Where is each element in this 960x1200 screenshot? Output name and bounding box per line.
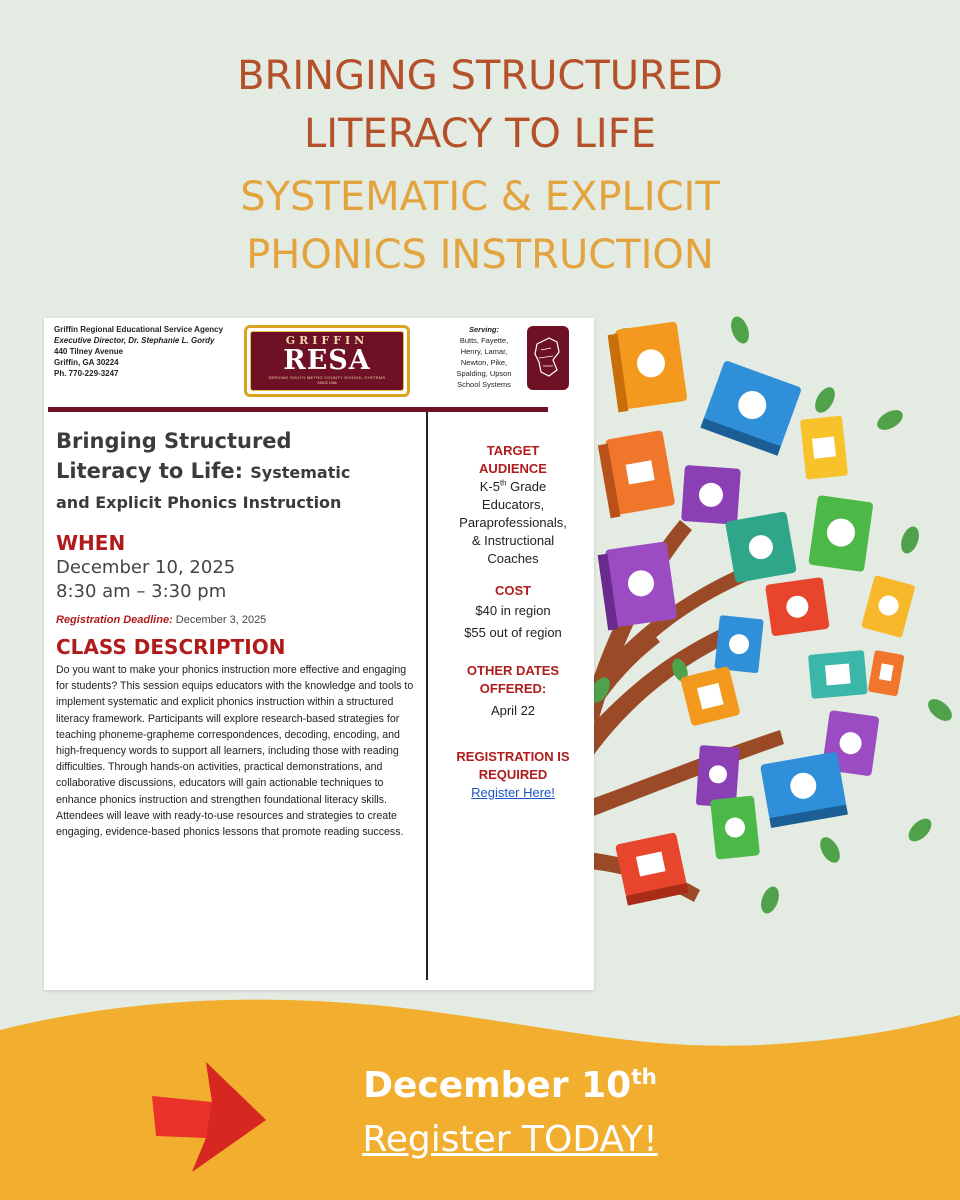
book-icons	[597, 321, 915, 905]
target-heading: TARGET	[486, 443, 540, 458]
deadline-label: Registration Deadline:	[56, 614, 173, 626]
register-today-link[interactable]: Register TODAY!	[362, 1119, 658, 1160]
headline-line: LITERACY TO LIFE	[304, 111, 656, 157]
target-line: Coaches	[487, 551, 539, 566]
cost-line: $55 out of region	[464, 625, 562, 640]
when-heading: WHEN	[56, 531, 126, 555]
serving-line: Butts, Fayette,	[459, 336, 509, 345]
serving-line: School Systems	[457, 380, 511, 389]
griffin-resa-logo	[244, 325, 410, 397]
target-heading: AUDIENCE	[479, 461, 547, 476]
deadline-value: December 3, 2025	[172, 614, 267, 626]
agency-phone: Ph. 770-229-3247	[54, 369, 119, 378]
logo-since-text: SINCE 1966	[317, 381, 337, 385]
register-here-link[interactable]: Register Here!	[471, 785, 555, 800]
agency-city: Griffin, GA 30224	[54, 358, 119, 367]
target-line: Educators,	[481, 497, 545, 512]
logo-main-text: RESA	[283, 345, 371, 376]
serving-line: Newton, Pike,	[460, 358, 508, 367]
flyer-title-part: Systematic	[250, 463, 351, 482]
grade-range: K-5	[479, 479, 500, 494]
target-line: & Instructional	[471, 533, 555, 548]
other-dates-heading: OFFERED:	[479, 681, 547, 696]
main-headline	[0, 47, 960, 163]
flyer-title-line: Bringing Structured	[56, 429, 292, 453]
agency-name: Griffin Regional Educational Service Agency	[54, 325, 224, 334]
flyer-header	[44, 318, 594, 410]
agency-street: 440 Tilney Avenue	[54, 347, 124, 356]
event-flyer	[44, 318, 594, 990]
headline-line: BRINGING STRUCTURED	[237, 53, 723, 99]
registration-heading: REGISTRATION IS	[456, 749, 570, 764]
serving-counties	[448, 324, 520, 390]
map-icon	[527, 326, 569, 390]
registration-deadline	[56, 612, 418, 628]
target-line: Paraprofessionals,	[459, 515, 567, 530]
header-rule	[48, 407, 548, 412]
headline-line: SYSTEMATIC & EXPLICIT	[240, 174, 720, 220]
cta-date-main: December 10	[363, 1065, 632, 1106]
target-grade	[432, 478, 594, 496]
flyer-title-line: Literacy to Life:	[56, 459, 251, 483]
other-dates-heading: OTHER DATES	[466, 663, 560, 678]
registration-heading: REQUIRED	[478, 767, 548, 782]
cta-date	[210, 1060, 810, 1112]
sub-headline	[0, 168, 960, 284]
serving-line: Spalding, Upson	[456, 369, 512, 378]
agency-director: Executive Director, Dr. Stephanie L. Gordy	[54, 336, 215, 345]
event-date: December 10, 2025	[56, 557, 236, 578]
grade-superscript: th	[499, 478, 507, 488]
event-time: 8:30 am – 3:30 pm	[56, 581, 227, 602]
logo-top-text: GRIFFIN	[285, 334, 369, 347]
logo-sub-text: SERVING SOUTH METRO COUNTY SCHOOL SYSTEMS	[268, 375, 386, 380]
column-divider	[426, 412, 428, 980]
flyer-right-column	[432, 442, 594, 802]
grade-label: Grade	[506, 479, 547, 494]
flyer-title-line: and Explicit Phonics Instruction	[56, 493, 342, 512]
class-description-heading: CLASS DESCRIPTION	[56, 635, 286, 659]
tree-illustration	[560, 290, 960, 1050]
cost-heading: COST	[494, 583, 532, 598]
other-date: April 22	[490, 703, 536, 718]
agency-address	[54, 324, 223, 379]
cost-line: $40 in region	[475, 603, 551, 618]
serving-label: Serving:	[468, 325, 499, 334]
flyer-title	[56, 426, 418, 518]
cta-date-superscript: th	[631, 1065, 657, 1090]
class-description: Do you want to make your phonics instruction more effective and engaging for students? This session equips educators with the knowledge and tools to implement systematic and explicit phonics instruction within a structured literacy framework. Participants will explore research-based strategies for teaching phoneme-grapheme correspondences, decoding, encoding, and high-frequency words to support all learners, including those with reading difficulties. Through hands-on activities, practical demonstrations, and collaborative discussions, educators will gain actionable techniques to enhance phonics instruction and strengthen foundational literacy skills. Attendees will leave with ready-to-use resources and strategies to create engaging, evidence-based phonics lessons that promote reading success.	[56, 664, 414, 839]
serving-line: Henry, Lamar,	[460, 347, 508, 356]
flyer-left-column	[56, 426, 418, 840]
headline-line: PHONICS INSTRUCTION	[246, 232, 714, 278]
